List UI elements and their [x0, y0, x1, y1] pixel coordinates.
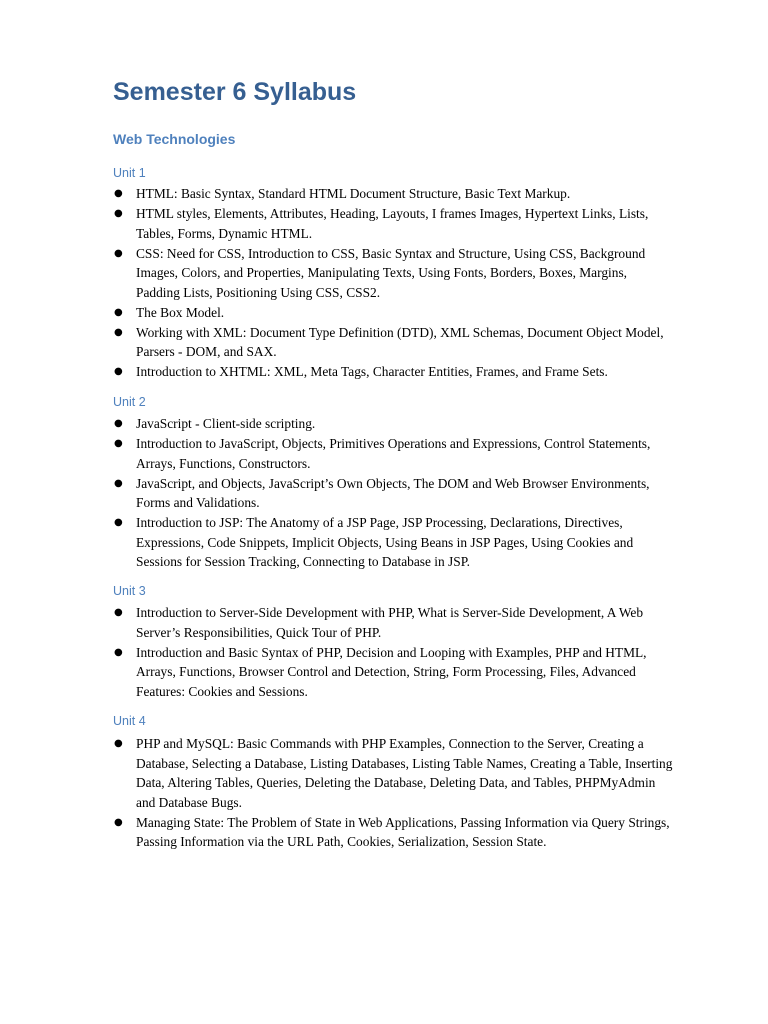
list-item-text: Managing State: The Problem of State in Web Applications, Passing Information via Query Strings, Passing Information via the URL Path, Cookies, Serialization, Session State.	[136, 814, 670, 849]
bullet-icon: ●	[114, 306, 123, 318]
list-item-text: JavaScript, and Objects, JavaScript’s Own Objects, The DOM and Web Browser Environments, Forms and Validations.	[136, 475, 650, 510]
bullet-icon: ●	[114, 517, 123, 528]
list-item	[113, 204, 673, 243]
unit-3-list	[113, 603, 673, 702]
list-item	[113, 434, 673, 473]
list-item	[113, 323, 673, 362]
subject-heading: Web Technologies	[113, 131, 236, 147]
bullet-icon: ●	[114, 366, 123, 377]
bullet-icon: ●	[114, 418, 123, 429]
list-item-text: Working with XML: Document Type Definition (DTD), XML Schemas, Document Object Model, Parsers - DOM, and SAX.	[136, 324, 664, 359]
unit-3-heading: Unit 3	[113, 584, 146, 598]
bullet-icon: ●	[114, 816, 123, 828]
bullet-icon: ●	[114, 208, 123, 219]
bullet-icon: ●	[114, 188, 123, 199]
bullet-icon: ●	[114, 607, 123, 618]
list-item-text: Introduction to XHTML: XML, Meta Tags, Character Entities, Frames, and Frame Sets.	[136, 364, 608, 379]
list-item-text: Introduction and Basic Syntax of PHP, Decision and Looping with Examples, PHP and HTML, Arrays, Functions, Browser Control and Detection, String, Form Processing, Files, Advanced Features: Cookies and Sessions.	[136, 644, 647, 699]
list-item-text: JavaScript - Client-side scripting.	[136, 416, 316, 431]
list-item-text: HTML styles, Elements, Attributes, Heading, Layouts, I frames Images, Hypertext Links, Lists, Tables, Forms, Dynamic HTML.	[136, 206, 649, 241]
list-item	[113, 513, 673, 572]
list-item-text: HTML: Basic Syntax, Standard HTML Document Structure, Basic Text Markup.	[136, 186, 571, 201]
unit-4-list	[113, 734, 673, 852]
list-item	[113, 603, 673, 642]
bullet-icon: ●	[114, 247, 123, 259]
list-item-text: CSS: Need for CSS, Introduction to CSS, Basic Syntax and Structure, Using CSS, Background Images, Colors, and Properties, Manipulating Texts, Using Fonts, Borders, Boxes, Margins, Padding Lists, Positioning Using CSS, CSS2.	[136, 245, 646, 300]
unit-4-heading: Unit 4	[113, 714, 146, 728]
bullet-icon: ●	[114, 326, 123, 338]
unit-2-list	[113, 414, 673, 572]
list-item	[113, 244, 673, 303]
list-item-text: Introduction to JavaScript, Objects, Primitives Operations and Expressions, Control Statements, Arrays, Functions, Constructors.	[136, 436, 651, 471]
list-item-text: The Box Model.	[136, 304, 225, 320]
list-item	[113, 303, 673, 323]
bullet-icon: ●	[114, 646, 123, 658]
list-item-text: PHP and MySQL: Basic Commands with PHP Examples, Connection to the Server, Creating a Database, Selecting a Database, Listing Databases, Listing Table Names, Creating a Table, Inserting Data, Altering Tables, Queries, Deleting the Database, Deleting Data, and Tables, PHPMyAdmin and Database Bugs.	[136, 736, 673, 810]
bullet-icon: ●	[114, 477, 123, 489]
bullet-icon: ●	[114, 738, 123, 749]
unit-2-heading: Unit 2	[113, 395, 146, 409]
bullet-icon: ●	[114, 438, 123, 449]
list-item	[113, 643, 673, 702]
list-item	[113, 813, 673, 852]
list-item	[113, 474, 673, 513]
page-title: Semester 6 Syllabus	[113, 78, 357, 106]
unit-1-heading: Unit 1	[113, 166, 146, 180]
list-item	[113, 414, 673, 434]
list-item	[113, 734, 673, 812]
list-item	[113, 184, 673, 204]
list-item	[113, 362, 673, 382]
unit-1-list	[113, 184, 673, 382]
list-item-text: Introduction to Server-Side Development with PHP, What is Server-Side Development, A Web Server’s Responsibilities, Quick Tour of PHP.	[136, 605, 644, 640]
list-item-text: Introduction to JSP: The Anatomy of a JSP Page, JSP Processing, Declarations, Directives, Expressions, Code Snippets, Implicit Objects, Using Beans in JSP Pages, Using Cookies and Sessions for Session Tracking, Connecting to Database in JSP.	[136, 515, 634, 569]
